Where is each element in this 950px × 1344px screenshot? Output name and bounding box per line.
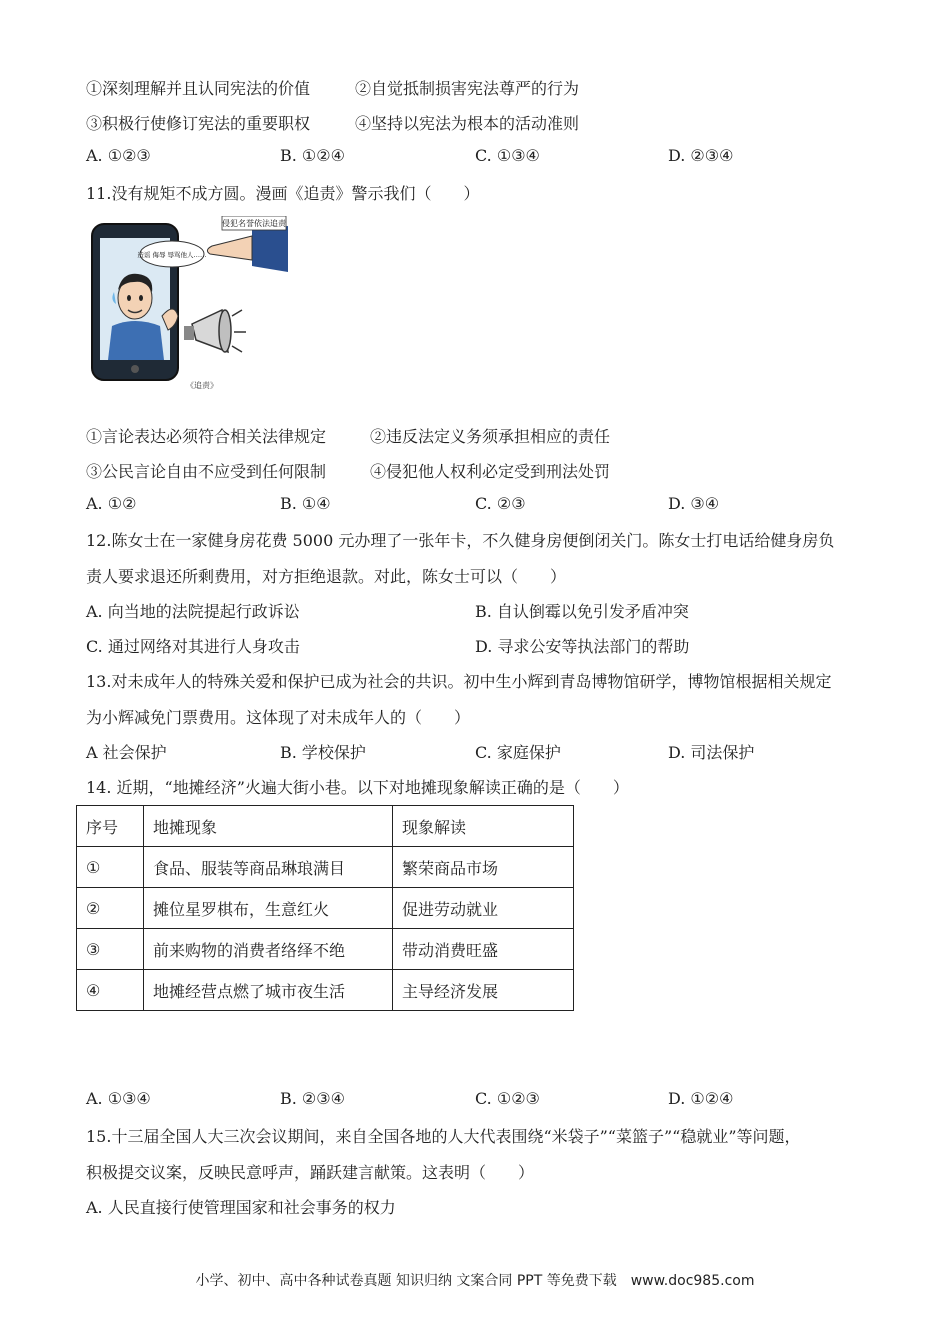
table-cell: 摊位星罗棋布，生意红火: [144, 888, 393, 929]
cartoon-bubble-text: 造谣 侮辱 辱骂他人……: [137, 251, 207, 259]
q13-stem-line-1: 13.对未成年人的特殊关爱和保护已成为社会的共识。初中生小辉到青岛博物馆研学，博物馆根据相关规定: [86, 672, 832, 691]
cartoon-zhuize: [88, 216, 288, 396]
q12-stem-line-1: 12.陈女士在一家健身房花费 5000 元办理了一张年卡，不久健身房便倒闭关门。陈女士打电话给健身房负: [86, 531, 835, 550]
table-header-cell: 地摊现象: [144, 806, 393, 847]
q11-option-d: D. ③④: [668, 494, 720, 513]
ditan-table: [76, 805, 574, 1011]
q13-option-d: D. 司法保护: [668, 743, 755, 762]
q11-option-b: B. ①④: [280, 494, 331, 513]
q13-option-b: B. 学校保护: [280, 743, 366, 762]
q10-statement-4: ④坚持以宪法为根本的活动准则: [355, 114, 580, 133]
q13-stem-line-2: 为小辉减免门票费用。这体现了对未成年人的（ ）: [86, 708, 471, 727]
q10-statement-3: ③积极行使修订宪法的重要职权: [86, 114, 311, 133]
q11-option-a: A. ①②: [86, 494, 137, 513]
q12-stem-line-2: 责人要求退还所剩费用，对方拒绝退款。对此，陈女士可以（ ）: [86, 567, 567, 586]
table-cell: 带动消费旺盛: [393, 929, 574, 970]
q11-statement-3: ③公民言论自由不应受到任何限制: [86, 462, 327, 481]
table-row: [77, 888, 574, 929]
q14-option-d: D. ①②④: [668, 1089, 734, 1108]
q11-statement-2: ②违反法定义务须承担相应的责任: [370, 427, 611, 446]
q14-option-a: A. ①③④: [86, 1089, 151, 1108]
q12-option-c: C. 通过网络对其进行人身攻击: [86, 637, 300, 656]
table-cell: ③: [77, 929, 144, 970]
q10-option-d: D. ②③④: [668, 146, 734, 165]
q15-option-a: A. 人民直接行使管理国家和社会事务的权力: [86, 1198, 396, 1217]
table-cell: 食品、服装等商品琳琅满目: [144, 847, 393, 888]
table-header-row: [77, 806, 574, 847]
q15-stem-line-1: 15.十三届全国人大三次会议期间，来自全国各地的人大代表围绕“米袋子”“菜篮子”“稳就业”等问题，: [86, 1127, 801, 1146]
table-row: [77, 970, 574, 1011]
q13-option-c: C. 家庭保护: [475, 743, 561, 762]
q12-option-d: D. 寻求公安等执法部门的帮助: [475, 637, 690, 656]
table-cell: ④: [77, 970, 144, 1011]
table-cell: 繁荣商品市场: [393, 847, 574, 888]
table-cell: 主导经济发展: [393, 970, 574, 1011]
q12-option-a: A. 向当地的法院提起行政诉讼: [86, 602, 300, 621]
table-cell: 促进劳动就业: [393, 888, 574, 929]
cartoon-illustration: [88, 216, 288, 396]
cartoon-banner-text: 侵犯名誉依法追责: [222, 219, 286, 228]
table-cell: ②: [77, 888, 144, 929]
q11-stem: 11.没有规矩不成方圆。漫画《追责》警示我们（ ）: [86, 184, 480, 203]
q10-option-a: A. ①②③: [86, 146, 151, 165]
q13-option-a: A 社会保护: [86, 743, 167, 762]
q11-statement-4: ④侵犯他人权利必定受到刑法处罚: [370, 462, 611, 481]
table-header-cell: 现象解读: [393, 806, 574, 847]
q14-option-c: C. ①②③: [475, 1089, 540, 1108]
q12-option-b: B. 自认倒霉以免引发矛盾冲突: [475, 602, 689, 621]
table-cell: 地摊经营点燃了城市夜生活: [144, 970, 393, 1011]
table-header-cell: 序号: [77, 806, 144, 847]
table-row: [77, 847, 574, 888]
q10-statement-2: ②自觉抵制损害宪法尊严的行为: [355, 79, 580, 98]
page-footer: 小学、初中、高中各种试卷真题 知识归纳 文案合同 PPT 等免费下载 www.doc985.com: [195, 1273, 755, 1289]
q10-statement-1: ①深刻理解并且认同宪法的价值: [86, 79, 311, 98]
table-cell: ①: [77, 847, 144, 888]
table-cell: 前来购物的消费者络绎不绝: [144, 929, 393, 970]
q14-option-b: B. ②③④: [280, 1089, 345, 1108]
table-row: [77, 929, 574, 970]
cartoon-caption: 《追责》: [186, 381, 218, 390]
q15-stem-line-2: 积极提交议案，反映民意呼声，踊跃建言献策。这表明（ ）: [86, 1163, 535, 1182]
q14-stem: 14. 近期，“地摊经济”火遍大街小巷。以下对地摊现象解读正确的是（ ）: [86, 778, 629, 797]
q11-statement-1: ①言论表达必须符合相关法律规定: [86, 427, 327, 446]
q11-option-c: C. ②③: [475, 494, 526, 513]
q10-option-b: B. ①②④: [280, 146, 345, 165]
q10-option-c: C. ①③④: [475, 146, 540, 165]
